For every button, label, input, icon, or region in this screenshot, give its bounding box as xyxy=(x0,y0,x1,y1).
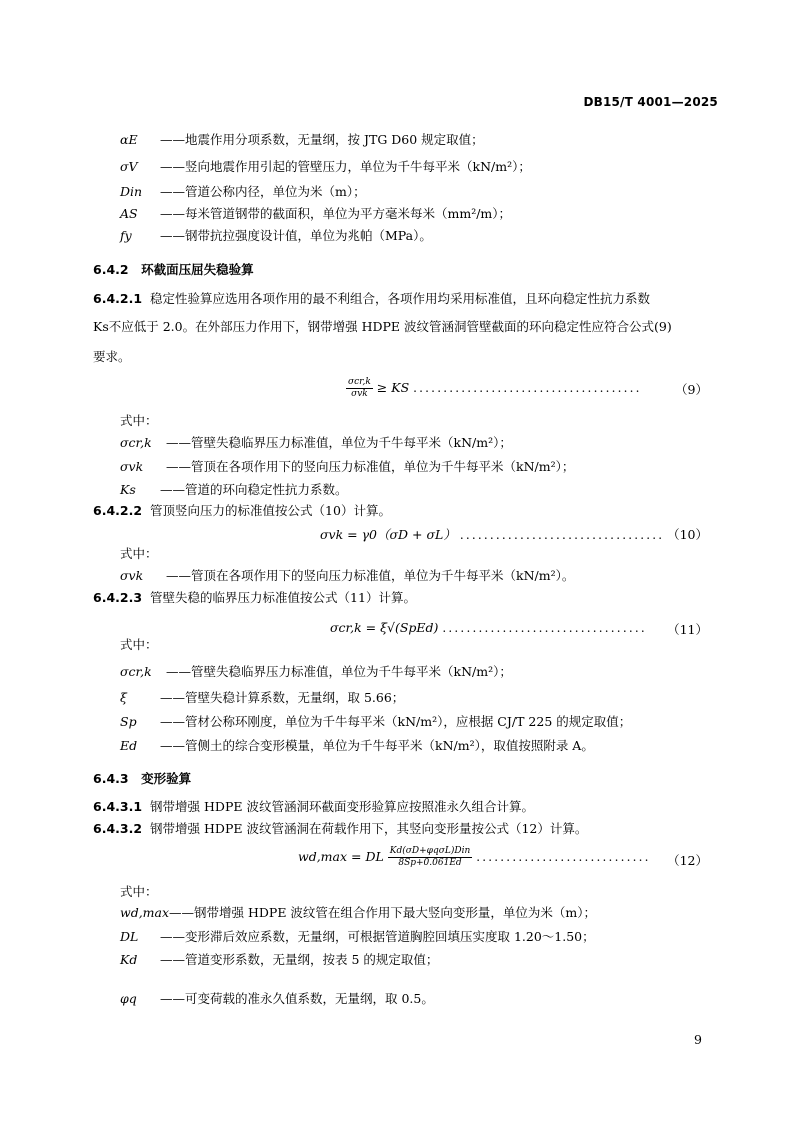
formula-9-tag: （9） xyxy=(675,382,708,397)
def-kd xyxy=(120,951,438,969)
def-sigma-v xyxy=(120,158,531,176)
def-symbol: φq xyxy=(120,991,137,1006)
para-6-4-3-1 xyxy=(93,798,534,816)
fraction-numerator: σcr,k xyxy=(348,377,371,387)
def-text: ——地震作用分项系数，无量纲，按 JTG D60 规定取值； xyxy=(160,132,484,147)
clause-text: 管壁失稳的临界压力标准值按公式（11）计算。 xyxy=(150,590,416,605)
def-symbol: σV xyxy=(120,159,138,174)
def-text: ——钢带增强 HDPE 波纹管在组合作用下最大竖向变形量，单位为米（m）； xyxy=(169,905,597,920)
def-symbol: Din xyxy=(120,184,143,199)
def-din xyxy=(120,183,366,201)
doc-code: DB15/T 4001—2025 xyxy=(583,95,718,109)
def-symbol: σvk xyxy=(120,568,144,583)
heading-6-4-2: 6.4.2 环截面压屈失稳验算 xyxy=(93,262,254,277)
formula-9-rhs: ≥ KS xyxy=(376,380,410,395)
para-6-4-3-2 xyxy=(93,820,587,838)
def-wdmax xyxy=(120,904,596,922)
def-xi xyxy=(120,689,404,707)
leader-dots: ............................. xyxy=(476,850,651,864)
para-6-4-2-1-line3: 要求。 xyxy=(93,349,131,364)
def-text: ——管侧土的综合变形模量，单位为千牛每平米（kN/m²），取值按照附录 A。 xyxy=(160,738,594,753)
page-number: 9 xyxy=(694,1032,702,1047)
formula-12 xyxy=(298,846,651,869)
def-symbol: σcr,k xyxy=(120,664,152,679)
def-text: ——竖向地震作用引起的管壁压力，单位为千牛每平米（kN/m²）； xyxy=(160,159,531,174)
formula-12-tag: （12） xyxy=(667,853,708,868)
def-text: ——管壁失稳临界压力标准值，单位为千牛每平米（kN/m²）； xyxy=(166,664,512,679)
para-6-4-2-1-line2: Ks不应低于 2.0。在外部压力作用下，钢带增强 HDPE 波纹管涵洞管壁截面的环向稳定性应符合公式(9) xyxy=(93,319,672,334)
def-text: ——钢带抗拉强度设计值，单位为兆帕（MPa）。 xyxy=(160,228,432,243)
def-symbol: DL xyxy=(120,929,139,944)
def-sigma-crk xyxy=(120,434,512,452)
def-symbol: wd,max xyxy=(120,905,170,920)
formula-11 xyxy=(330,620,647,635)
where-label: 式中： xyxy=(120,637,158,652)
def-text: ——管顶在各项作用下的竖向压力标准值，单位为千牛每平米（kN/m²）； xyxy=(166,459,575,474)
formula-10-tag: （10） xyxy=(667,527,708,542)
def-sigma-vk xyxy=(120,458,574,476)
leader-dots: ...................................... xyxy=(413,381,642,395)
clause-text: 钢带增强 HDPE 波纹管涵洞在荷载作用下，其竖向变形量按公式（12）计算。 xyxy=(150,821,588,836)
def-as xyxy=(120,205,511,223)
where-label: 式中： xyxy=(120,884,158,899)
def-phiq xyxy=(120,990,434,1008)
def-ks xyxy=(120,481,348,499)
clause-number: 6.4.2.2 xyxy=(93,503,143,518)
def-alpha-e xyxy=(120,131,484,149)
clause-number: 6.4.3.2 xyxy=(93,821,143,836)
def-fy xyxy=(120,227,432,245)
def-text: ——管道的环向稳定性抗力系数。 xyxy=(160,482,348,497)
def-text: ——变形滞后效应系数，无量纲，可根据管道胸腔回填压实度取 1.20～1.50； xyxy=(160,929,595,944)
def-symbol: ξ xyxy=(120,690,127,705)
leader-dots: .................................. xyxy=(459,528,665,542)
def-symbol: Kd xyxy=(120,952,138,967)
def-text: ——可变荷载的准永久值系数，无量纲，取 0.5。 xyxy=(160,991,434,1006)
def-symbol: fy xyxy=(120,228,132,243)
def-symbol: σvk xyxy=(120,459,144,474)
para-6-4-2-3 xyxy=(93,589,416,607)
fraction-denominator: 8Sp+0.061Ed xyxy=(398,858,462,868)
clause-text: 管顶竖向压力的标准值按公式（10）计算。 xyxy=(150,503,391,518)
formula-9 xyxy=(346,377,642,400)
def-symbol: Sp xyxy=(120,714,137,729)
def-text: ——管道公称内径，单位为米（m）； xyxy=(160,184,366,199)
def-sigma-vk-2 xyxy=(120,567,574,585)
def-dl xyxy=(120,928,595,946)
formula-10-expr: σvk = γ0（σD + σL） xyxy=(320,527,456,542)
clause-number: 6.4.2.3 xyxy=(93,590,143,605)
formula-12-lhs: wd,max = DL xyxy=(298,849,384,864)
clause-number: 6.4.3.1 xyxy=(93,799,143,814)
formula-9-fraction xyxy=(346,377,373,400)
def-text: ——管材公称环刚度，单位为千牛每平米（kN/m²），应根据 CJ/T 225 的规定取值； xyxy=(160,714,632,729)
heading-6-4-3: 6.4.3 变形验算 xyxy=(93,771,192,786)
def-ed xyxy=(120,737,594,755)
def-text: ——管顶在各项作用下的竖向压力标准值，单位为千牛每平米（kN/m²）。 xyxy=(166,568,575,583)
clause-text: 钢带增强 HDPE 波纹管涵洞环截面变形验算应按照准永久组合计算。 xyxy=(150,799,534,814)
para-6-4-2-1-line1 xyxy=(93,290,650,308)
def-symbol: σcr,k xyxy=(120,435,152,450)
formula-11-expr: σcr,k = ξ√(SpEd) xyxy=(330,620,439,635)
formula-12-fraction xyxy=(388,846,472,869)
def-text: ——管道变形系数，无量纲，按表 5 的规定取值； xyxy=(160,952,439,967)
def-symbol: αE xyxy=(120,132,138,147)
formula-11-tag: （11） xyxy=(667,622,708,637)
def-symbol: Ed xyxy=(120,738,138,753)
def-sp xyxy=(120,713,631,731)
def-text: ——管壁失稳计算系数，无量纲，取 5.66； xyxy=(160,690,405,705)
fraction-denominator: σvk xyxy=(351,389,368,399)
def-symbol: Ks xyxy=(120,482,136,497)
fraction-numerator: Kd(σD+φqσL)Din xyxy=(389,846,471,856)
def-sigma-crk-2 xyxy=(120,663,512,681)
leader-dots: .................................. xyxy=(442,621,647,635)
clause-text: 稳定性验算应选用各项作用的最不利组合，各项作用均采用标准值，且环向稳定性抗力系数 xyxy=(150,291,651,306)
para-6-4-2-2 xyxy=(93,502,391,520)
def-text: ——管壁失稳临界压力标准值，单位为千牛每平米（kN/m²）； xyxy=(166,435,512,450)
clause-number: 6.4.2.1 xyxy=(93,291,143,306)
where-label: 式中： xyxy=(120,413,158,428)
def-symbol: AS xyxy=(120,206,138,221)
where-label: 式中： xyxy=(120,546,158,561)
formula-10 xyxy=(320,525,664,543)
def-text: ——每米管道钢带的截面积，单位为平方毫米每米（mm²/m）； xyxy=(160,206,512,221)
